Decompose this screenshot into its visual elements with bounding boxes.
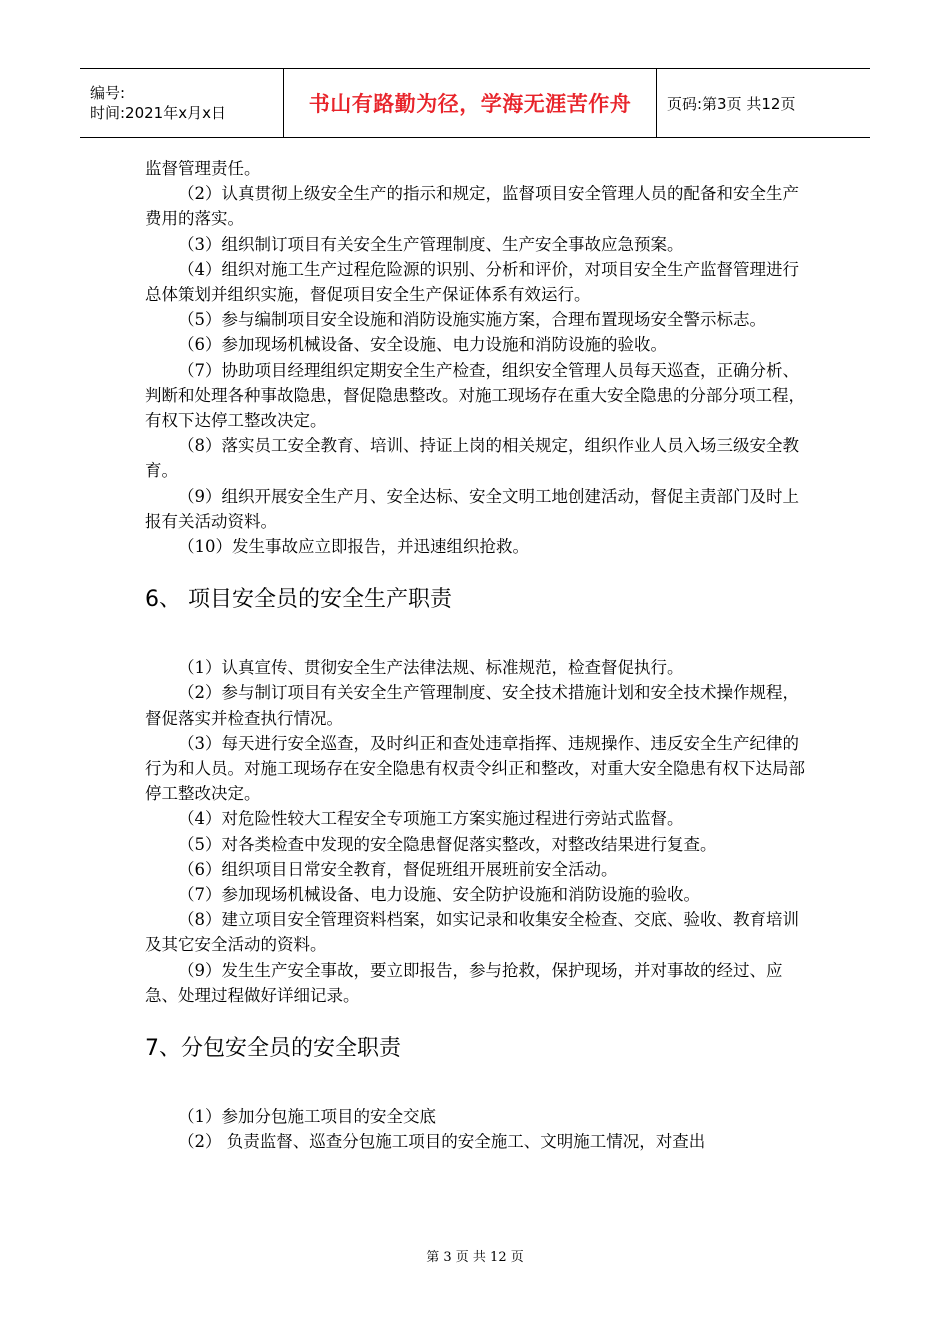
page-footer: 第 3 页 共 12 页 — [426, 1250, 524, 1265]
paragraph: （8）建立项目安全管理资料档案，如实记录和收集安全检查、交底、验收、教育培训及其它安全活动的资料。 — [145, 910, 799, 955]
paragraph: （5）参与编制项目安全设施和消防设施实施方案，合理布置现场安全警示标志。 — [178, 310, 766, 330]
paragraph: （7）参加现场机械设备、电力设施、安全防护设施和消防设施的验收。 — [178, 885, 700, 905]
paragraph: （1）认真宣传、贯彻安全生产法律法规、标准规范，检查督促执行。 — [178, 658, 684, 678]
paragraph: （6）参加现场机械设备、安全设施、电力设施和消防设施的验收。 — [178, 335, 667, 355]
section-heading-7: 7、分包安全员的安全职责 — [145, 1036, 401, 1062]
paragraph: （4）对危险性较大工程安全专项施工方案实施过程进行旁站式监督。 — [178, 809, 684, 829]
paragraph: （8）落实员工安全教育、培训、持证上岗的相关规定，组织作业人员入场三级安全教育。 — [145, 436, 799, 481]
paragraph: 监督管理责任。 — [145, 159, 261, 178]
page-info: 页码:第3页 共12页 — [667, 94, 796, 113]
paragraph: （3）每天进行安全巡查，及时纠正和查处违章指挥、违规操作、违反安全生产纪律的行为和人员。对施工现场存在安全隐患有权责令纠正和整改，对重大安全隐患有权下达局部停工整改决定。 — [145, 733, 805, 804]
paragraph: （10）发生事故应立即报告，并迅速组织抢救。 — [178, 537, 529, 557]
paragraph: （2）认真贯彻上级安全生产的指示和规定，监督项目安全管理人员的配备和安全生产费用的落实。 — [145, 184, 799, 229]
header-left — [80, 69, 283, 137]
serial-label: 编号: — [90, 84, 126, 102]
paragraph: （9）发生生产安全事故，要立即报告，参与抢救，保护现场，并对事故的经过、应急、处理过程做好详细记录。 — [145, 960, 783, 1005]
paragraph: （1）参加分包施工项目的安全交底 — [178, 1107, 436, 1127]
paragraph: （5）对各类检查中发现的安全隐患督促落实整改，对整改结果进行复查。 — [178, 834, 717, 854]
paragraph: （6）组织项目日常安全教育，督促班组开展班前安全活动。 — [178, 859, 618, 879]
paragraph: （2） 负责监督、巡查分包施工项目的安全施工、文明施工情况，对查出 — [178, 1132, 706, 1152]
paragraph: （3）组织制订项目有关安全生产管理制度、生产安全事故应急预案。 — [178, 234, 684, 254]
paragraph: （4）组织对施工生产过程危险源的识别、分析和评价，对项目安全生产监督管理进行总体策划并组织实施，督促项目安全生产保证体系有效运行。 — [145, 259, 799, 305]
paragraph: （2）参与制订项目有关安全生产管理制度、安全技术措施计划和安全技术操作规程，督促落实并检查执行情况。 — [145, 683, 799, 728]
date-label: 时间:2021年x月x日 — [90, 104, 226, 122]
section-heading-6: 6、 项目安全员的安全生产职责 — [145, 587, 452, 613]
header-right — [657, 69, 870, 137]
motto: 书山有路勤为径，学海无涯苦作舟 — [308, 92, 632, 116]
header-center — [283, 69, 657, 137]
paragraph: （7）协助项目经理组织定期安全生产检查，组织安全管理人员每天巡查，正确分析、判断和处理各种事故隐患，督促隐患整改。对施工现场存在重大安全隐患的分部分项工程，有权下达停工整改决定。 — [145, 360, 805, 431]
page-header — [80, 68, 870, 138]
document-body — [145, 156, 815, 1155]
paragraph: （9）组织开展安全生产月、安全达标、安全文明工地创建活动，督促主责部门及时上报有关活动资料。 — [145, 486, 799, 531]
